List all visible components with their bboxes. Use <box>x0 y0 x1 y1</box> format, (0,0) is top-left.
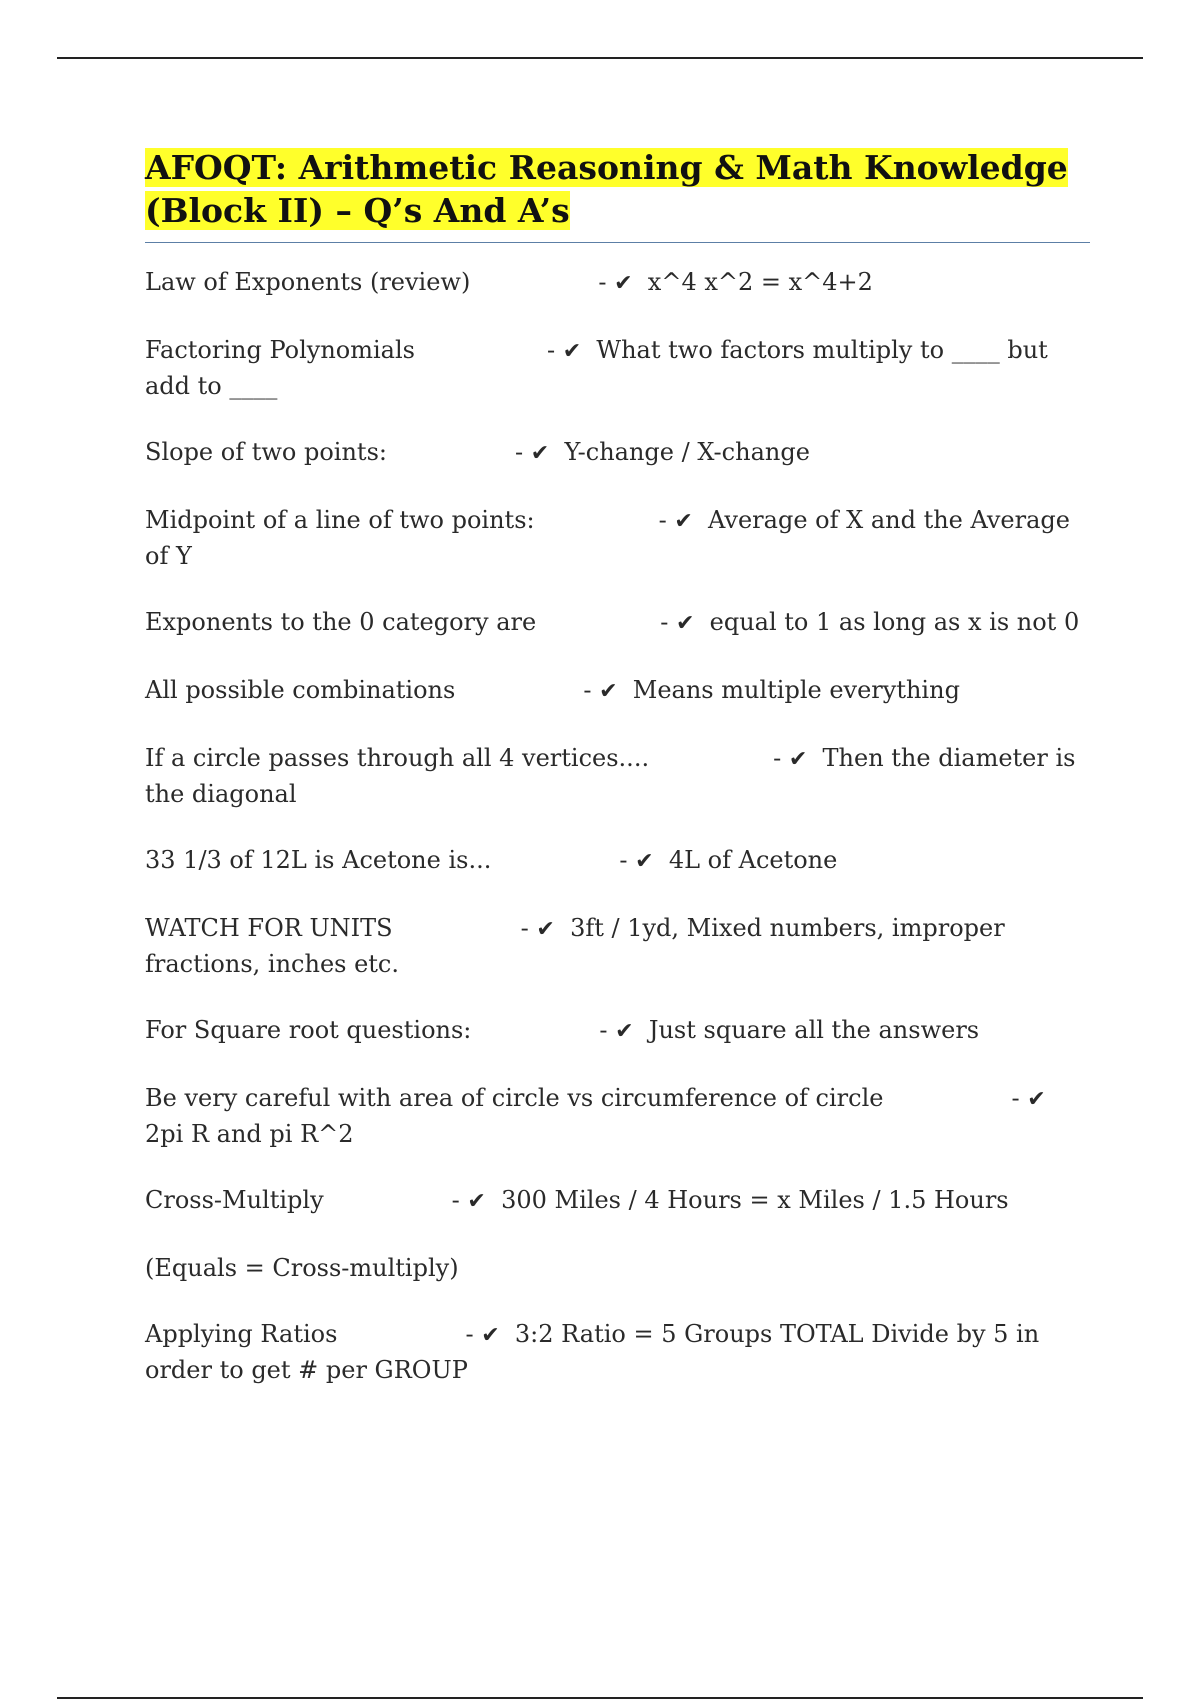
separator: - <box>514 438 524 466</box>
question-text: For Square root questions: <box>145 1016 472 1044</box>
title-line-2: (Block II) – Q’s And A’s <box>145 191 570 230</box>
check-icon: ✔ <box>536 917 555 942</box>
answer-text: What two factors multiply to ____ but add to ____ <box>145 336 1056 400</box>
qa-item <box>145 843 1090 879</box>
separator: - <box>520 914 529 942</box>
qa-item <box>145 265 1090 301</box>
question-text: Be very careful with area of circle vs circumference of circle <box>145 1084 884 1112</box>
answer-text: equal to 1 as long as x is not 0 <box>709 608 1080 636</box>
check-icon: ✔ <box>481 1323 500 1348</box>
check-icon: ✔ <box>615 1019 634 1044</box>
check-icon: ✔ <box>599 679 618 704</box>
question-text: Exponents to the 0 category are <box>145 608 537 636</box>
qa-item <box>145 605 1090 641</box>
answer-text: 3ft / 1yd, Mixed numbers, improper fractions, inches etc. <box>145 914 1013 978</box>
answer-text: Means multiple everything <box>632 676 960 704</box>
qa-item <box>145 333 1090 403</box>
check-icon: ✔ <box>467 1189 486 1214</box>
question-text: 33 1/3 of 12L is Acetone is... <box>145 846 492 874</box>
question-text: Applying Ratios <box>145 1320 338 1348</box>
question-text: Factoring Polynomials <box>145 336 415 364</box>
title-underline <box>145 242 1090 243</box>
qa-item <box>145 1013 1090 1049</box>
separator: - <box>599 1016 608 1044</box>
page-title <box>145 146 1090 232</box>
separator: - <box>598 268 607 296</box>
answer-text: Average of X and the Average of Y <box>145 506 1078 570</box>
document-body <box>145 146 1090 1419</box>
qa-item <box>145 1183 1090 1219</box>
check-icon: ✔ <box>614 271 633 296</box>
separator: - <box>546 336 556 364</box>
title-line-1: AFOQT: Arithmetic Reasoning & Math Knowledge <box>145 148 1068 187</box>
qa-item <box>145 1251 1090 1285</box>
qa-item <box>145 741 1090 811</box>
check-icon: ✔ <box>562 339 582 364</box>
check-icon: ✔ <box>788 747 808 772</box>
check-icon: ✔ <box>675 611 695 636</box>
question-text: Midpoint of a line of two points: <box>145 506 535 534</box>
qa-item <box>145 911 1090 981</box>
separator: - <box>773 744 782 772</box>
qa-item <box>145 503 1090 573</box>
answer-text: Then the diameter is the diagonal <box>145 744 1084 808</box>
question-text: All possible combinations <box>145 676 456 704</box>
qa-item <box>145 673 1090 709</box>
check-icon: ✔ <box>674 509 693 534</box>
top-page-rule <box>57 57 1143 59</box>
answer-text: 4L of Acetone <box>668 846 838 874</box>
question-text: WATCH FOR UNITS <box>145 914 393 942</box>
question-text: If a circle passes through all 4 vertices.... <box>145 744 650 772</box>
qa-item <box>145 435 1090 471</box>
check-icon: ✔ <box>530 441 550 466</box>
separator: - <box>660 608 669 636</box>
check-icon: ✔ <box>635 849 654 874</box>
question-text: Cross-Multiply <box>145 1186 324 1214</box>
separator: - <box>1011 1084 1020 1112</box>
qa-list <box>145 265 1090 1387</box>
answer-text: 3:2 Ratio = 5 Groups TOTAL Divide by 5 in order to get # per GROUP <box>145 1320 1047 1384</box>
question-text: Slope of two points: <box>145 438 387 466</box>
check-icon: ✔ <box>1027 1087 1046 1112</box>
separator: - <box>583 676 592 704</box>
separator: - <box>465 1320 474 1348</box>
bottom-page-rule <box>57 1697 1143 1699</box>
answer-text: x^4 x^2 = x^4+2 <box>647 268 873 296</box>
question-text: (Equals = Cross-multiply) <box>145 1254 459 1282</box>
answer-text: Just square all the answers <box>648 1016 980 1044</box>
separator: - <box>658 506 667 534</box>
qa-item <box>145 1081 1090 1151</box>
answer-text: 300 Miles / 4 Hours = x Miles / 1.5 Hours <box>501 1186 1009 1214</box>
separator: - <box>619 846 628 874</box>
question-text: Law of Exponents (review) <box>145 268 471 296</box>
qa-item <box>145 1317 1090 1387</box>
separator: - <box>451 1186 460 1214</box>
answer-text: 2pi R and pi R^2 <box>145 1120 354 1148</box>
answer-text: Y-change / X-change <box>564 438 810 466</box>
